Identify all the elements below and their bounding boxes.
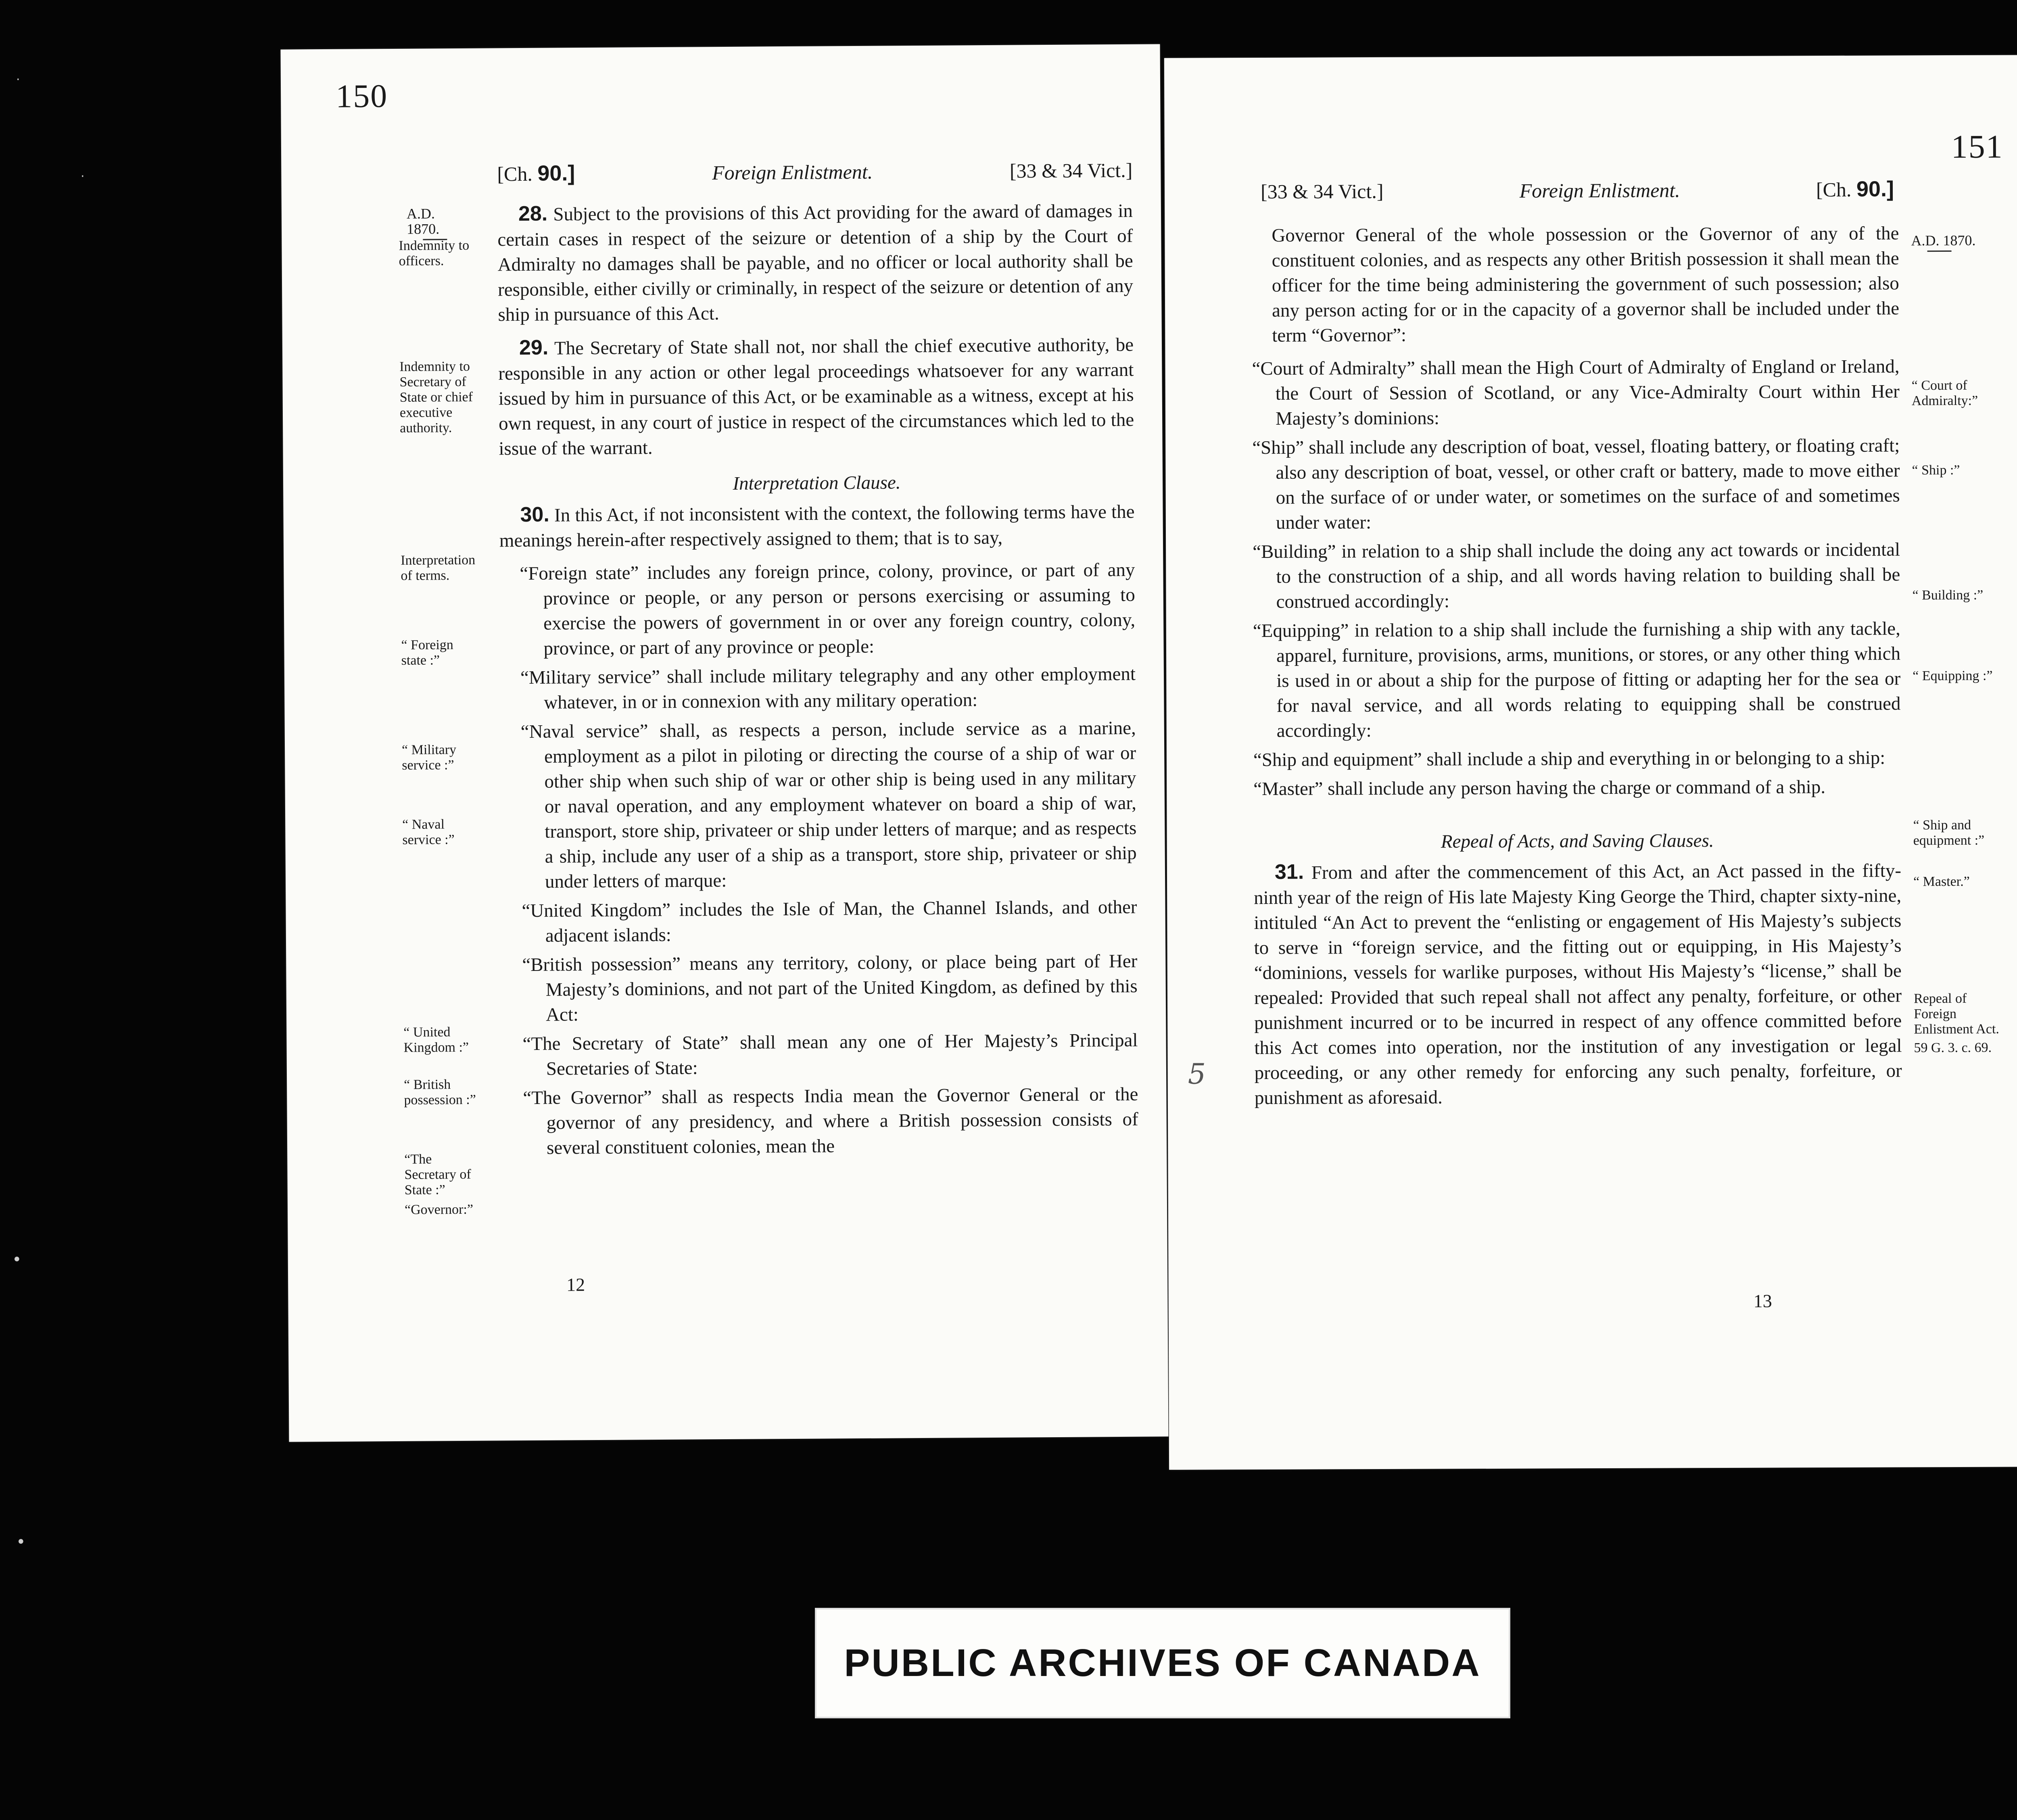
right-page xyxy=(1164,55,2017,1470)
page-number-12: 12 xyxy=(566,1274,585,1295)
left-page xyxy=(280,44,1168,1442)
running-title: Foreign Enlistment. xyxy=(1519,179,1680,202)
interpretation-heading: Interpretation Clause. xyxy=(733,472,901,494)
section-31: 31. From and after the commencement of this Act, an Act passed in the fifty-ninth year of the reign of His late Majesty King George the Third, chapter sixty-nine, intituled “An Act to prevent the “enlisting or engagement of His Majesty’s subjects to serve in “foreign service, and the fitting out or equipping, in His Majesty’s “dominions, vessels for warlike purposes, without His Majesty’s “license,” shall be repealed: Provided that such repeal shall not affect any penalty, forfeiture, or other punishment incurred or to be incurred in respect of any offence committed before this Act comes into operation, nor the institution of any investigation or legal proceeding, or any other remedy for enforcing any such penalty, forfeiture, or punishment as aforesaid. xyxy=(1254,860,1902,1109)
margin-note-30: Interpretation of terms. xyxy=(401,552,476,583)
chapter-label: [Ch. 90.] xyxy=(1816,177,1894,201)
left-body-text xyxy=(497,198,1139,1165)
section-30: 30. In this Act, if not inconsistent with the context, the following terms have the meanings herein-after respectively assigned to them; that is to say, xyxy=(499,501,1135,551)
definition-building: “Building” in relation to a ship shall include the doing any act towards or incidental to the construction of a ship, and all words having relation to building shall be construed accordingly: xyxy=(1253,539,1900,612)
margin-note-british-possession: “ British possession :” xyxy=(404,1077,476,1108)
running-head-right xyxy=(1261,177,1894,204)
definition-british-possession: “British possession” means any territory, colony, or place being part of Her Majesty’s dominions, and not part of the United Kingdom, as defined by this Act: xyxy=(522,950,1138,1025)
margin-note-uk: “ United Kingdom :” xyxy=(403,1025,469,1055)
definition-foreign-state: “Foreign state” includes any foreign prince, colony, province, or part of any province or people, or any person or persons exercising or assuming to exercise the powers of government in or over any foreign country, colony, province, or part of any province or people: xyxy=(520,559,1136,659)
folio-150: 150 xyxy=(335,77,388,115)
running-title: Foreign Enlistment. xyxy=(712,160,873,184)
statute-citation: 59 G. 3. c. 69. xyxy=(1914,1040,1992,1056)
margin-note-building: “ Building :” xyxy=(1912,587,1984,603)
definition-ship: “Ship” shall include any description of boat, vessel, floating battery, or floating craft; also any description of boat, vessel, or other craft or battery, made to move either on the surface of or under water, or sometimes on the surface of and sometimes under water: xyxy=(1252,435,1900,533)
speck: · xyxy=(81,169,85,184)
margin-note-repeal: Repeal of Foreign Enlistment Act. 59 G. 3. c. 69. xyxy=(1914,991,2007,1056)
folio-151: 151 xyxy=(1951,128,2003,165)
margin-note-governor: “Governor:” xyxy=(404,1202,474,1217)
archive-stamp: PUBLIC ARCHIVES OF CANADA xyxy=(815,1608,1510,1718)
definition-court-of-admiralty: “Court of Admiralty” shall mean the High Court of Admiralty of England or Ireland, the Court of Session of Scotland, or any Vice-Admiralty Court within Her Majesty’s dominions: xyxy=(1252,356,1900,429)
margin-note-master: “ Master.” xyxy=(1913,874,1970,889)
repeal-heading: Repeal of Acts, and Saving Clauses. xyxy=(1441,830,1714,852)
regnal-year: [33 & 34 Vict.] xyxy=(1009,159,1133,182)
page-number-13: 13 xyxy=(1753,1290,1772,1311)
regnal-year: [33 & 34 Vict.] xyxy=(1260,179,1384,203)
definition-united-kingdom: “United Kingdom” includes the Isle of Man, the Channel Islands, and other adjacent islands: xyxy=(522,896,1137,946)
margin-note-military: “ Military service :” xyxy=(401,742,457,773)
section-29: 29. The Secretary of State shall not, nor shall the chief executive authority, be responsible in any action or other legal proceedings whatsoever for any warrant issued by him in pursuance of this Act, or be examinable as a witness, except at his own request, in any court of justice in respect of the circumstances which led to the issue of the warrant. xyxy=(498,334,1134,459)
section-28: 28. Subject to the provisions of this Act providing for the award of damages in certain cases in respect of the seizure or detention of a ship by the Court of Admiralty no damages shall be payable, and no officer or local authority shall be responsible, either civilly or criminally, in respect of the seizure or detention of any ship in pursuance of this Act. xyxy=(497,200,1134,326)
margin-note-secretary: “The Secretary of State :” xyxy=(404,1152,471,1198)
margin-note-naval: “ Naval service :” xyxy=(402,817,455,847)
margin-note-28: Indemnity to officers. xyxy=(399,238,470,269)
definition-naval-service: “Naval service” shall, as respects a person, include service as a marine, employment as a pilot in piloting or directing the course of a ship of war or other ship when such ship of war or other ship is being used in any military or naval operation, and any employment whatever on board a ship of war, transport, store ship, privateer or ship under letters of marque; and as respects a ship, include any user of a ship as a transport, store ship, privateer or ship under letters of marque: xyxy=(520,717,1137,892)
speck: • xyxy=(16,1533,26,1551)
speck: • xyxy=(12,1250,22,1269)
definition-equipping: “Equipping” in relation to a ship shall include the furnishing a ship with any tackle, apparel, furniture, provisions, arms, munitions, or stores, or any other thing which is used in or about a ship for the purpose of fitting or adapting her for the sea or for naval service, and all words relating to equipping shall be construed accordingly: xyxy=(1253,618,1901,741)
handwritten-mark: 5 xyxy=(1188,1057,1206,1091)
running-head-left xyxy=(497,157,1132,186)
margin-note-foreign-state: “ Foreign state :” xyxy=(401,637,453,668)
margin-year-note: A.D. 1870. xyxy=(1911,233,2000,252)
margin-note-29: Indemnity to Secretary of State or chief executive authority. xyxy=(399,359,473,436)
chapter-label: [Ch. 90.] xyxy=(497,161,575,186)
definition-military-service: “Military service” shall include military telegraphy and any other employment whatever, in or in connexion with any military operation: xyxy=(520,663,1136,713)
definition-master: “Master” shall include any person having the charge or command of a ship. xyxy=(1253,776,1826,800)
definition-secretary-of-state: “The Secretary of State” shall mean any one of Her Majesty’s Principal Secretaries of State: xyxy=(522,1029,1138,1079)
governor-continuation: Governor General of the whole possession or the Governor of any of the constituent colonies, and as respects any other British possession it shall mean the officer for the time being administering the government of such possession; also any person acting for or in the capacity of a governor shall be included under the term “Governor”: xyxy=(1272,223,1900,346)
speck: · xyxy=(16,73,20,87)
right-body-text xyxy=(1251,221,1902,1119)
margin-year-note: A.D. 1870. xyxy=(407,206,468,240)
margin-note-ship-and-equipment: “ Ship and equipment :” xyxy=(1913,817,1985,848)
margin-note-court-of-admiralty: “ Court of Admiralty:” xyxy=(1911,378,1978,409)
margin-note-ship: “ Ship :” xyxy=(1912,462,1960,478)
definition-ship-and-equipment: “Ship and equipment” shall include a ship and everything in or belonging to a ship: xyxy=(1253,747,1885,771)
definition-governor: “The Governor” shall as respects India mean the Governor General or the governor of any presidency, and where a British possession consists of several constituent colonies, mean the xyxy=(523,1083,1138,1158)
margin-note-equipping: “ Equipping :” xyxy=(1913,668,1993,684)
